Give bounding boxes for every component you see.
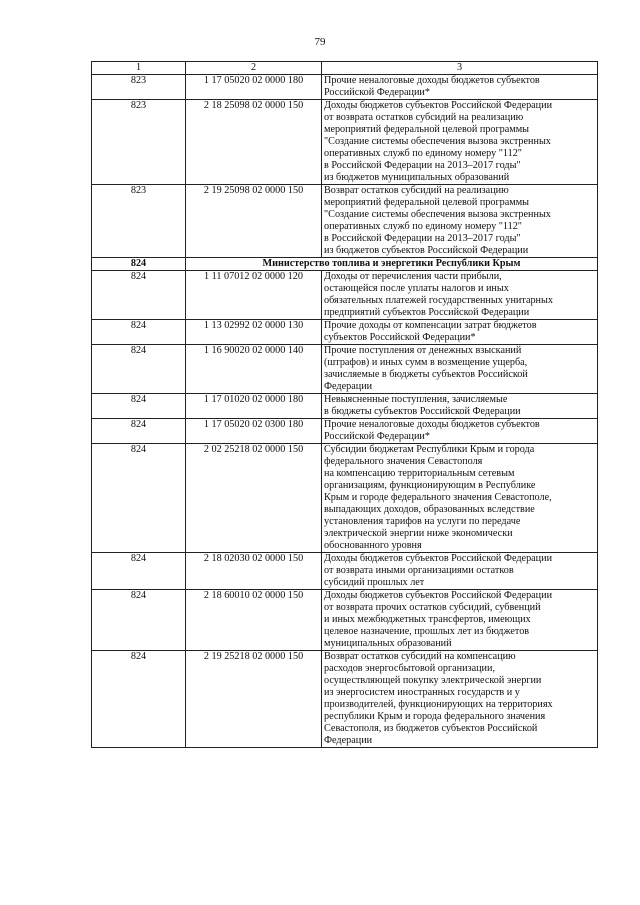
table-row: [92, 185, 598, 258]
description-cell: Прочие неналоговые доходы бюджетов субъектов Российской Федерации*: [322, 419, 598, 444]
admin-code-cell: 824: [92, 553, 186, 590]
description-cell: Доходы бюджетов субъектов Российской Федерации от возврата остатков субсидий на реализацию мероприятий федеральной целевой программы "Создание системы обеспечения вызова экстренных оперативных служб по единому номеру "112" в Российской Федерации на 2013–2017 годы" из бюджетов муниципальных образований: [322, 100, 598, 185]
budget-code-cell: 1 16 90020 02 0000 140: [186, 345, 322, 394]
table-row: [92, 419, 598, 444]
admin-code-cell: 824: [92, 444, 186, 553]
description-cell: Прочие неналоговые доходы бюджетов субъектов Российской Федерации*: [322, 75, 598, 100]
budget-code-cell: 1 17 01020 02 0000 180: [186, 394, 322, 419]
page-number: 79: [314, 36, 326, 48]
description-cell: Невыясненные поступления, зачисляемые в бюджеты субъектов Российской Федерации: [322, 394, 598, 419]
description-cell: Доходы бюджетов субъектов Российской Федерации от возврата прочих остатков субсидий, субвенций и иных межбюджетных трансфертов, имеющих целевое назначение, прошлых лет из бюджетов муниципальных образований: [322, 590, 598, 651]
budget-code-cell: 2 18 25098 02 0000 150: [186, 100, 322, 185]
description-cell: Возврат остатков субсидий на компенсацию расходов энергосбытовой организации, осуществляющей покупку электрической энергии из энергосистем иностранных государств и у производителей, функционирующих на территориях республики Крым и города федерального значения Севастополя, из бюджетов субъектов Российской Федерации: [322, 651, 598, 748]
admin-code-cell: 824: [92, 419, 186, 444]
budget-code-cell: 1 17 05020 02 0000 180: [186, 75, 322, 100]
admin-code-cell: 824: [92, 320, 186, 345]
admin-code-cell: 824: [92, 394, 186, 419]
description-cell: Прочие доходы от компенсации затрат бюджетов субъектов Российской Федерации*: [322, 320, 598, 345]
admin-code-cell: 824: [92, 271, 186, 320]
admin-code-cell: 823: [92, 75, 186, 100]
header-col-3: 3: [322, 62, 598, 75]
table-header-row: [92, 62, 598, 75]
table-row: [92, 553, 598, 590]
header-col-1: 1: [92, 62, 186, 75]
admin-code-cell: 824: [92, 590, 186, 651]
budget-code-cell: 2 19 25218 02 0000 150: [186, 651, 322, 748]
table-row: [92, 100, 598, 185]
table-row: [92, 75, 598, 100]
section-row: [92, 258, 598, 271]
admin-code-cell: 824: [92, 345, 186, 394]
description-cell: Субсидии бюджетам Республики Крым и города федерального значения Севастополя на компенсацию территориальным сетевым организациям, функционирующим в Республике Крым и городе федерального значения Севастополе, выпадающих доходов, образованных вследствие установления тарифов на услуги по передаче электрической энергии ниже экономически обоснованного уровня: [322, 444, 598, 553]
budget-code-cell: 2 18 02030 02 0000 150: [186, 553, 322, 590]
description-cell: Доходы от перечисления части прибыли, остающейся после уплаты налогов и иных обязательных платежей государственных унитарных предприятий субъектов Российской Федерации: [322, 271, 598, 320]
description-cell: Доходы бюджетов субъектов Российской Федерации от возврата иными организациями остатков субсидий прошлых лет: [322, 553, 598, 590]
table-row: [92, 320, 598, 345]
section-code: 824: [92, 258, 186, 271]
table-row: [92, 345, 598, 394]
admin-code-cell: 823: [92, 185, 186, 258]
section-title: Министерство топлива и энергетики Республики Крым: [186, 258, 598, 271]
budget-code-cell: 2 18 60010 02 0000 150: [186, 590, 322, 651]
admin-code-cell: 823: [92, 100, 186, 185]
budget-code-cell: 2 02 25218 02 0000 150: [186, 444, 322, 553]
revenue-codes-table: [91, 61, 598, 748]
table-row: [92, 651, 598, 748]
table-row: [92, 444, 598, 553]
budget-code-cell: 1 13 02992 02 0000 130: [186, 320, 322, 345]
header-col-2: 2: [186, 62, 322, 75]
budget-code-cell: 1 17 05020 02 0300 180: [186, 419, 322, 444]
table-row: [92, 590, 598, 651]
description-cell: Возврат остатков субсидий на реализацию мероприятий федеральной целевой программы "Создание системы обеспечения вызова экстренных оперативных служб по единому номеру "112" в Российской Федерации на 2013–2017 годы" из бюджетов субъектов Российской Федерации: [322, 185, 598, 258]
budget-code-cell: 2 19 25098 02 0000 150: [186, 185, 322, 258]
admin-code-cell: 824: [92, 651, 186, 748]
table-row: [92, 394, 598, 419]
budget-code-cell: 1 11 07012 02 0000 120: [186, 271, 322, 320]
description-cell: Прочие поступления от денежных взысканий (штрафов) и иных сумм в возмещение ущерба, зачисляемые в бюджеты субъектов Российской Федерации: [322, 345, 598, 394]
table-row: [92, 271, 598, 320]
